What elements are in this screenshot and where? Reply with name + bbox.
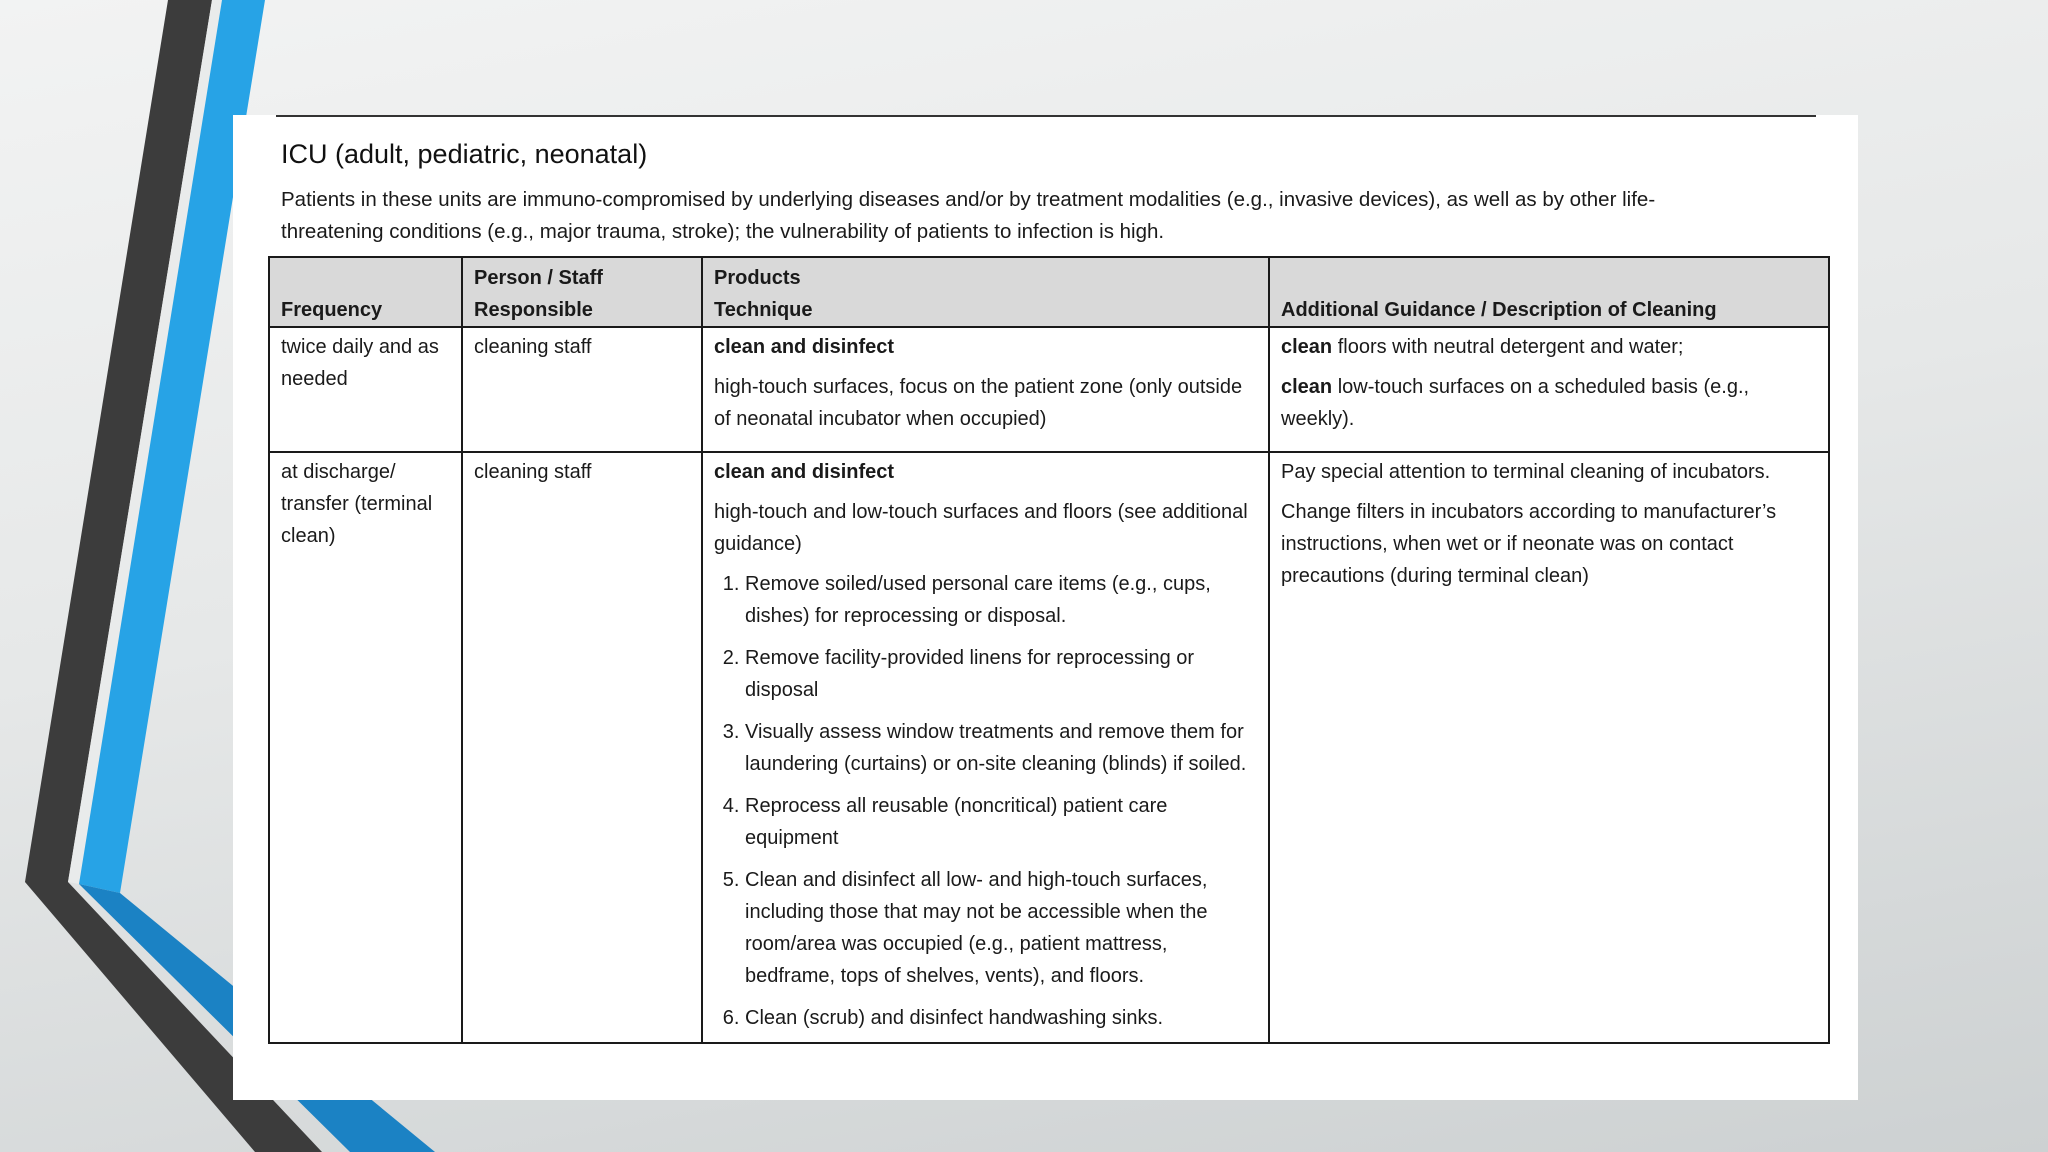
header-person-line-2: Responsible [474, 299, 593, 321]
list-item: 1. Remove soiled/used personal care items (e.g., cups, dishes) for reprocessing or disposal. [745, 568, 1258, 632]
row1-person: cleaning staff [462, 327, 702, 452]
row1-guidance-1-bold: clean [1281, 336, 1333, 358]
header-products-line-1: Products [714, 267, 801, 289]
row1-guidance-1 [1281, 331, 1818, 363]
row2-guidance-2: Change filters in incubators according to manufacturer’s instructions, when wet or if neonate was on contact precautions (during terminal clean) [1281, 501, 1777, 587]
table-header-row [269, 257, 1829, 327]
list-item: 4. Reprocess all reusable (noncritical) patient care equipment [745, 790, 1258, 854]
row2-person: cleaning staff [462, 452, 702, 1043]
row2-product-text: high-touch and low-touch surfaces and floors (see additional guidance) [714, 501, 1248, 555]
header-guidance: Additional Guidance / Description of Cleaning [1269, 257, 1829, 327]
document-card [233, 115, 1858, 1100]
header-products-line-2: Technique [714, 299, 813, 321]
row2-guidance-1: Pay special attention to terminal cleaning of incubators. [1281, 461, 1771, 483]
row1-frequency: twice daily and as needed [269, 327, 462, 452]
row2-guidance [1269, 452, 1829, 1043]
row1-products [702, 327, 1269, 452]
intro-line-1: Patients in these units are immuno-compromised by underlying diseases and/or by treatment modalities (e.g., invasive devices), as well as by other life- [281, 188, 1656, 211]
row2-frequency: at discharge/ transfer (terminal clean) [269, 452, 462, 1043]
row2-products [702, 452, 1269, 1043]
list-item: 5. Clean and disinfect all low- and high-touch surfaces, including those that may not be accessible when the room/area was occupied (e.g., patient mattress, bedframe, tops of shelves, vents), and floors. [745, 864, 1258, 992]
row1-guidance-2-text: low-touch surfaces on a scheduled basis (e.g., weekly). [1281, 376, 1750, 430]
header-person [462, 257, 702, 327]
list-item: 3. Visually assess window treatments and remove them for laundering (curtains) or on-site cleaning (blinds) if soiled. [745, 716, 1258, 780]
white-gap-stripe [68, 0, 222, 884]
intro-paragraph [281, 184, 1781, 248]
table-row [269, 452, 1829, 1043]
intro-line-2: threatening conditions (e.g., major trauma, stroke); the vulnerability of patients to infection is high. [281, 220, 1165, 243]
list-item: 6. Clean (scrub) and disinfect handwashing sinks. [745, 1002, 1258, 1034]
page-title: ICU (adult, pediatric, neonatal) [281, 139, 648, 169]
row2-product-heading: clean and disinfect [714, 461, 895, 483]
row1-product-heading: clean and disinfect [714, 336, 895, 358]
terminal-clean-steps [714, 568, 1258, 1034]
row1-guidance-2-bold: clean [1281, 376, 1333, 398]
row1-guidance-2 [1281, 371, 1818, 435]
row1-guidance-1-text: floors with neutral detergent and water; [1332, 336, 1684, 358]
header-frequency: Frequency [269, 257, 462, 327]
table-row [269, 327, 1829, 452]
header-person-line-1: Person / Staff [474, 267, 603, 289]
row1-guidance [1269, 327, 1829, 452]
cleaning-table [268, 256, 1830, 1044]
header-products [702, 257, 1269, 327]
row1-product-text: high-touch surfaces, focus on the patient zone (only outside of neonatal incubator when occupied) [714, 376, 1243, 430]
list-item: 2. Remove facility-provided linens for reprocessing or disposal [745, 642, 1258, 706]
top-rule [276, 115, 1816, 117]
